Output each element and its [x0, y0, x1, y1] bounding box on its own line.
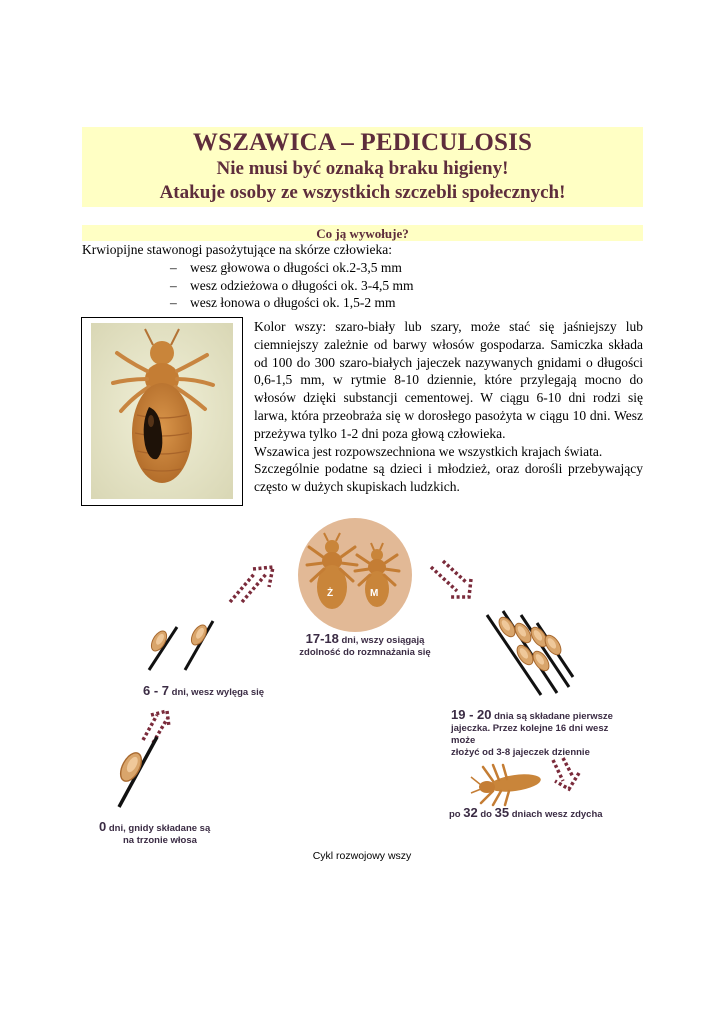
list-item: – wesz łonowa o długości ok. 1,5-2 mm	[170, 295, 396, 310]
female-mark: Ż	[327, 588, 334, 599]
diagram-caption: Cykl rozwojowy wszy	[312, 850, 412, 862]
title-banner	[82, 127, 643, 207]
intro-text: Krwiopijne stawonogi pasożytujące na skórze człowieka:	[82, 242, 393, 257]
hatching-nits-icon	[148, 621, 213, 670]
stage-17-18-label: 17-18 dni, wszy osiągają zdolność do rozmnażania się	[299, 631, 431, 658]
louse-photo-image	[91, 323, 233, 499]
description	[254, 318, 643, 496]
description-paragraph: Wszawica jest rozpowszechniona we wszystkich krajach świata.	[254, 443, 603, 459]
laid-eggs-icon	[487, 611, 573, 695]
stage-19-20-label: 19 - 20 dnia są składane pierwsze jajeczka. Przez kolejne 16 dni wesz może złożyć od 3-8 jajeczek dziennie	[451, 707, 613, 758]
subtitle-social: Atakuje osoby ze wszystkich szczebli społecznych!	[159, 182, 566, 203]
stage-0-label: 0 dni, gnidy składane są na trzonie włosa	[99, 819, 211, 846]
list-item: – wesz głowowa o długości ok.2-3,5 mm	[170, 260, 402, 275]
male-mark: M	[370, 588, 379, 599]
bullet-dash: –	[170, 260, 177, 275]
page-title: WSZAWICA – PEDICULOSIS	[192, 129, 533, 156]
subtitle-hygiene: Nie musi być oznaką braku higieny!	[216, 158, 509, 179]
louse-types-list	[170, 259, 413, 312]
section-heading: Co ją wywołuje?	[82, 225, 643, 241]
adult-lice-circle	[298, 518, 412, 632]
stage-death-label: po 32 do 35 dniach wesz zdycha	[449, 805, 603, 820]
stage-6-7-label: 6 - 7 dni, wesz wylęga się	[143, 683, 265, 698]
life-cycle-diagram	[95, 515, 615, 855]
bullet-dash: –	[170, 295, 177, 310]
louse-photo	[81, 317, 243, 506]
dead-louse-icon	[471, 765, 542, 805]
bullet-dash: –	[170, 277, 177, 293]
nit-on-hair-icon	[116, 737, 157, 807]
arrow-icon	[230, 573, 255, 602]
description-paragraph: Kolor wszy: szaro-biały lub szary, może stać się jaśniejszy lub ciemniejszy zależnie od barwy włosów gospodarza. Samiczka składa od 100 do 300 szaro-białych jajeczek nazywanych gnidami o długości 0,6-1,5 mm, w rytmie 8-10 dziennie, które przylegają mocno do włosów dzięki substancji cementowej. W ciągu 6-10 dni rodzi się larwa, która przeobraża się w dorosłego pasożyta w ciągu 10 dni. Wesz przeżywa tylko 1-2 dni poza głową człowieka.	[254, 319, 643, 441]
list-item: – wesz odzieżowa o długości ok. 3-4,5 mm	[170, 277, 414, 293]
description-paragraph: Szczególnie podatne są dzieci i młodzież, oraz dorośli przebywający często w dużych skupiskach ludzkich.	[254, 461, 643, 495]
